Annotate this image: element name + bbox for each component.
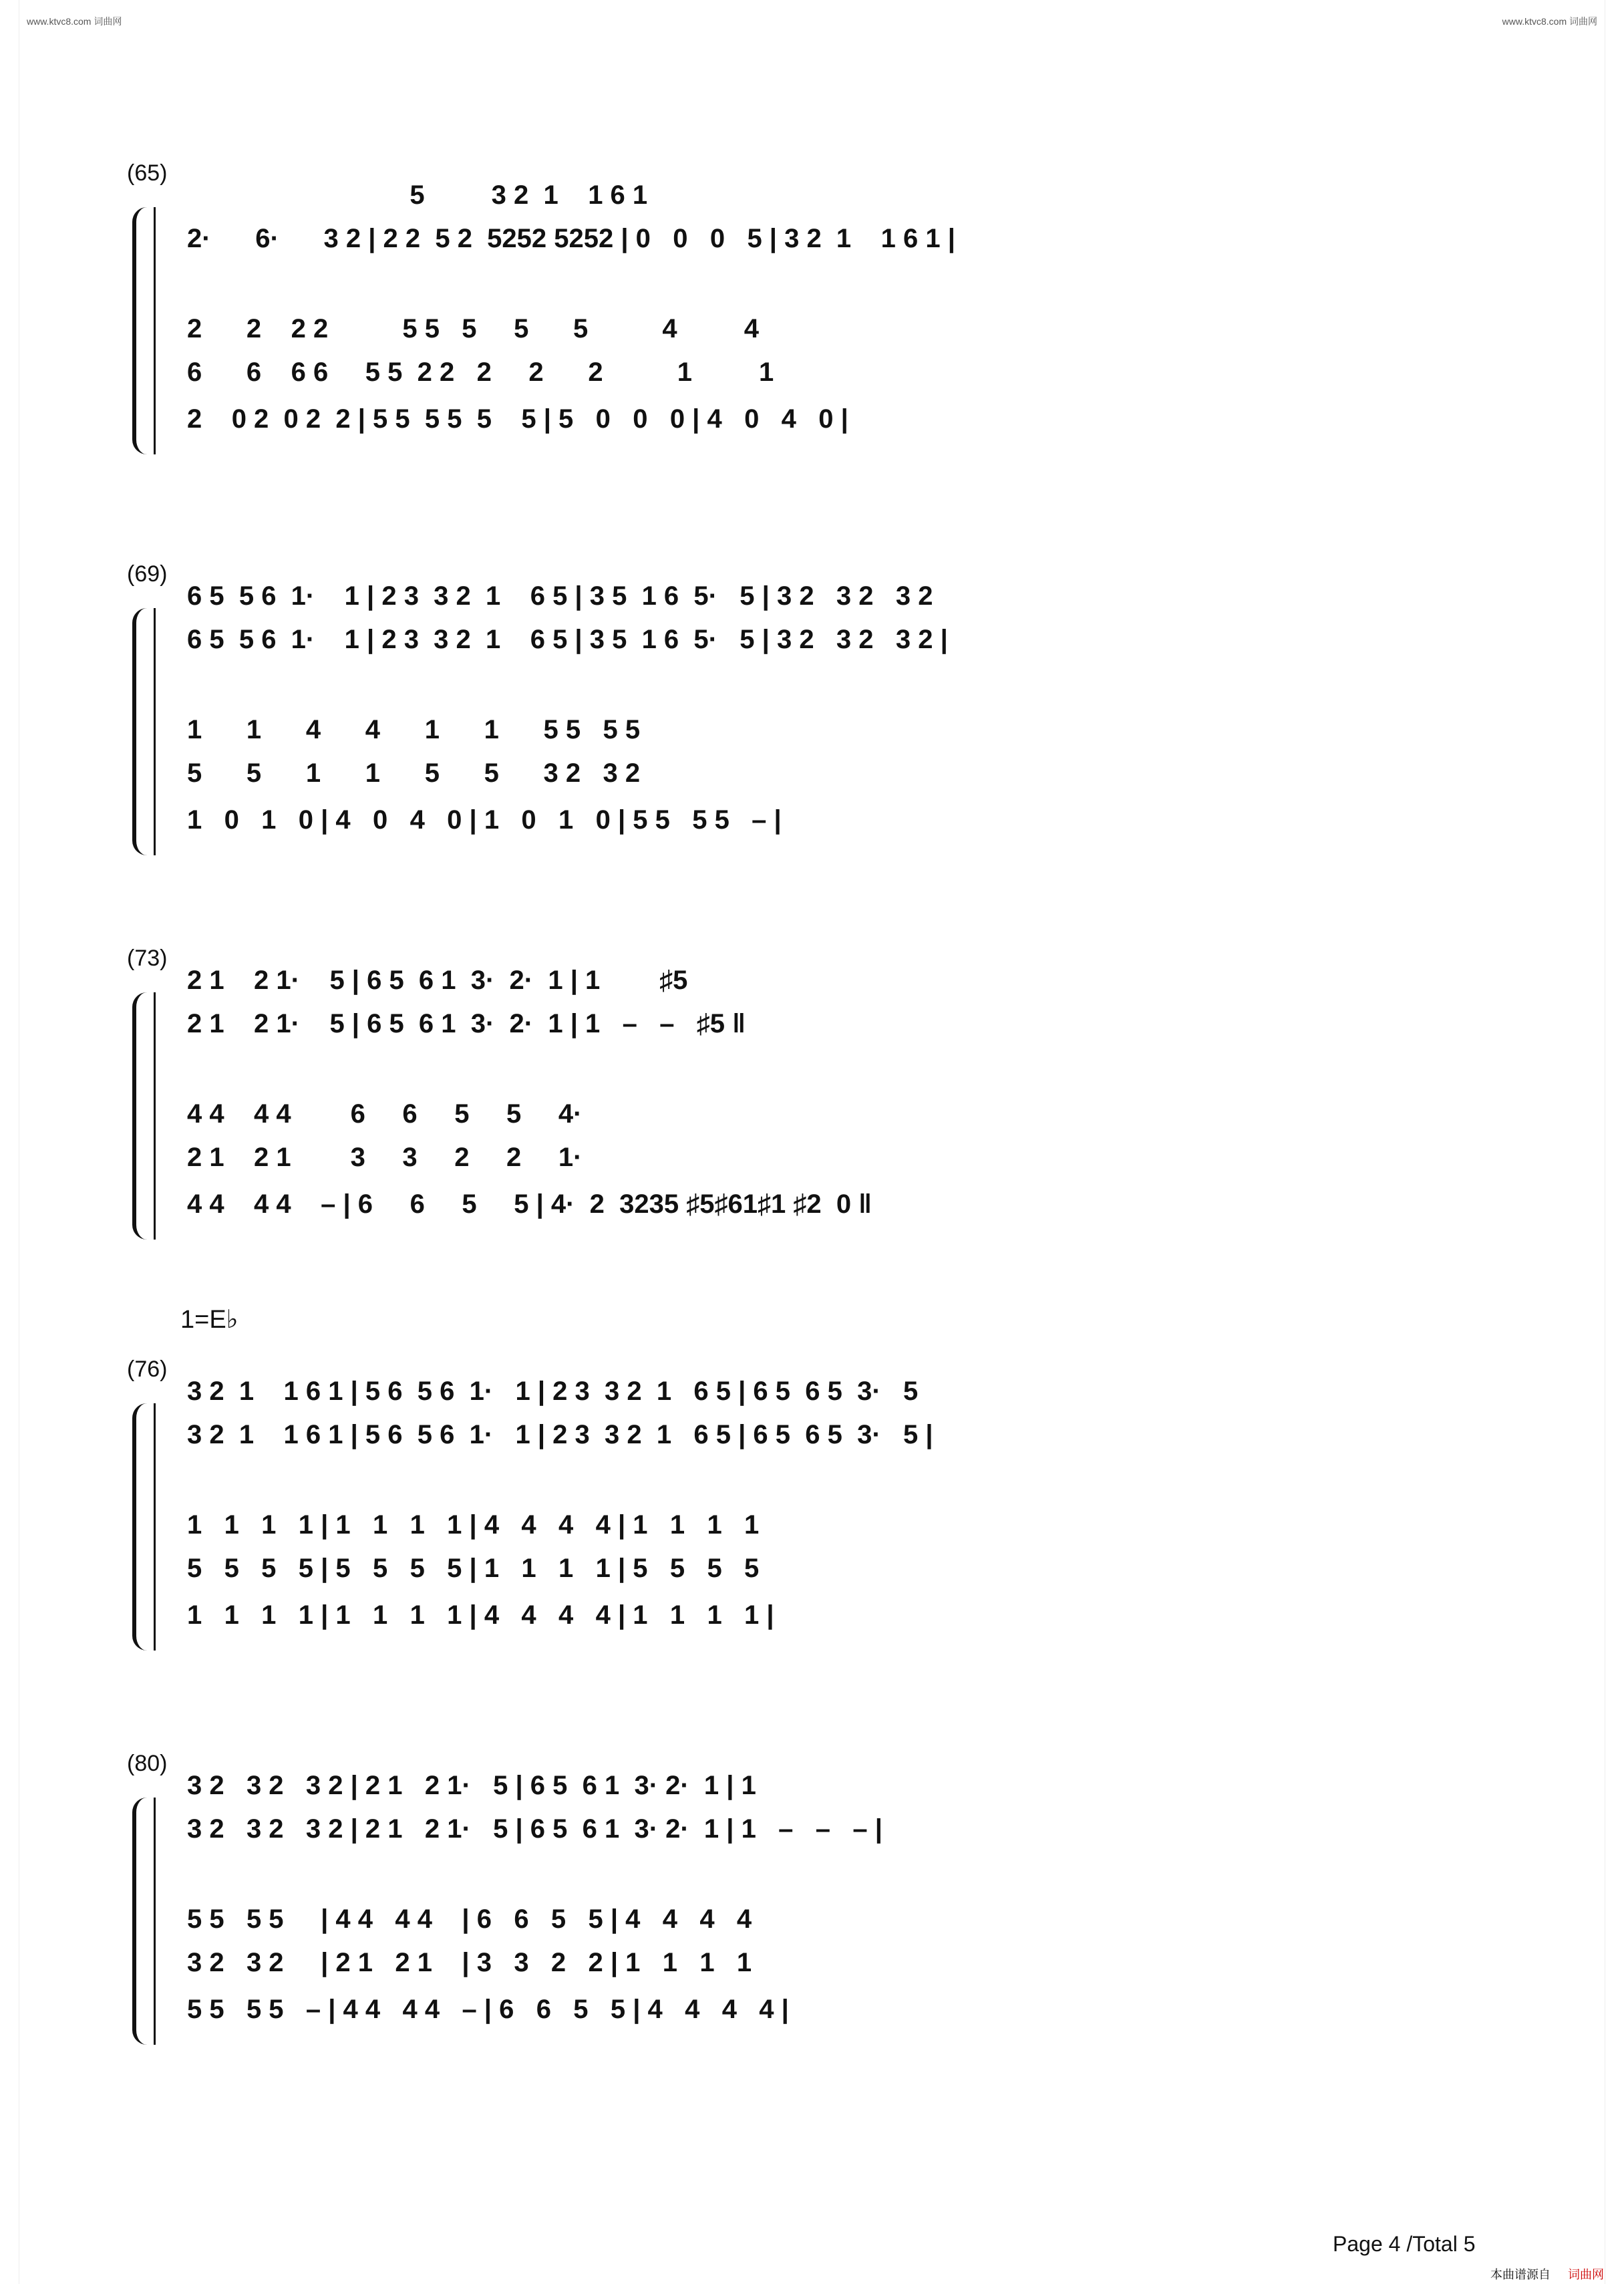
lower-voice-mid: 3 2 3 2 | 2 1 2 1 | 3 3 2 2 | 1 1 1 1 [187,1948,752,1977]
grand-staff-brace [132,1798,155,2045]
grand-staff-brace [132,608,155,855]
score-system-73 [127,946,1503,1253]
grand-staff-bar [154,1798,156,2045]
lower-voice-top: 1 1 4 4 1 1 5 5 5 5 [187,715,641,744]
score-system-76 [127,1357,1503,1664]
lower-voice: 1 0 1 0 | 4 0 4 0 | 1 0 1 0 | 5 5 5 5 – | [187,805,782,835]
lower-voice: 2 0 2 0 2 2 | 5 5 5 5 5 5 | 5 0 0 0 | 4 0 4 0 | [187,404,848,434]
right-margin-strip [1605,0,1624,2284]
site-watermark-right: www.ktvc8.com 词曲网 [1502,16,1597,27]
lower-voice-mid: 6 6 6 6 5 5 2 2 2 2 2 1 1 [187,358,774,387]
upper-voice: 3 2 3 2 3 2 | 2 1 2 1· 5 | 6 5 6 1 3· 2· 1 | 1 – – – | [187,1814,882,1844]
lower-voice-top: 5 5 5 5 | 4 4 4 4 | 6 6 5 5 | 4 4 4 4 [187,1904,752,1934]
lower-voice-top: 4 4 4 4 6 6 5 5 4· [187,1099,583,1129]
lower-voice-top: 2 2 2 2 5 5 5 5 5 4 4 [187,314,759,343]
grand-staff-bar [154,608,156,855]
lower-voice: 5 5 5 5 – | 4 4 4 4 – | 6 6 5 5 | 4 4 4 4 | [187,1995,789,2024]
measure-number: (76) [127,1357,168,1382]
grand-staff-brace [132,207,155,454]
footer-site-tag: 词曲网 [1568,2268,1604,2281]
footer-source-text: 本曲谱源自 [1490,2268,1551,2281]
grand-staff-bar [154,992,156,1240]
upper-voice: 6 5 5 6 1· 1 | 2 3 3 2 1 6 5 | 3 5 1 6 5· 5 | 3 2 3 2 3 2 | [187,625,948,654]
measure-number: (65) [127,160,168,186]
lower-voice: 4 4 4 4 – | 6 6 5 5 | 4· 2 3235 ♯5♯61♯1 ♯2 0 ‖ [187,1189,872,1219]
upper-voice-top: 2 1 2 1· 5 | 6 5 6 1 3· 2· 1 | 1 ♯5 [187,966,688,995]
grand-staff-bar [154,1403,156,1651]
lower-voice-mid: 2 1 2 1 3 3 2 2 1· [187,1143,583,1172]
grand-staff-bar [154,207,156,454]
upper-voice: 3 2 1 1 6 1 | 5 6 5 6 1· 1 | 2 3 3 2 1 6 5 | 6 5 6 5 3· 5 | [187,1420,933,1449]
score-system-65 [127,160,1503,468]
grand-staff-brace [132,1403,155,1651]
lower-voice-mid: 5 5 5 5 | 5 5 5 5 | 1 1 1 1 | 5 5 5 5 [187,1554,760,1583]
lower-voice-mid: 5 5 1 1 5 5 3 2 3 2 [187,758,641,788]
upper-voice-top: 3 2 3 2 3 2 | 2 1 2 1· 5 | 6 5 6 1 3· 2· 1 | 1 [187,1771,756,1800]
upper-voice-top: 3 2 1 1 6 1 | 5 6 5 6 1· 1 | 2 3 3 2 1 6 5 | 6 5 6 5 3· 5 [187,1377,919,1406]
measure-number: (73) [127,946,168,971]
page-indicator: Page 4 /Total 5 [1333,2232,1476,2256]
measure-number: (80) [127,1751,168,1776]
measure-number: (69) [127,561,168,587]
grand-staff-brace [132,992,155,1240]
upper-voice: 2 1 2 1· 5 | 6 5 6 1 3· 2· 1 | 1 – – ♯5 ‖ [187,1009,746,1038]
site-watermark-left: www.ktvc8.com 词曲网 [27,16,122,27]
upper-voice-top: 5 3 2 1 1 6 1 [187,180,648,210]
lower-voice-top: 1 1 1 1 | 1 1 1 1 | 4 4 4 4 | 1 1 1 1 [187,1510,760,1540]
left-margin-strip [0,0,19,2284]
score-system-80 [127,1751,1503,2058]
upper-voice: 2· 6· 3 2 | 2 2 5 2 5252 5252 | 0 0 0 5 | 3 2 1 1 6 1 | [187,224,955,253]
score-system-69 [127,561,1503,869]
key-signature: 1=E♭ [180,1306,238,1334]
lower-voice: 1 1 1 1 | 1 1 1 1 | 4 4 4 4 | 1 1 1 1 | [187,1600,774,1630]
upper-voice-top: 6 5 5 6 1· 1 | 2 3 3 2 1 6 5 | 3 5 1 6 5· 5 | 3 2 3 2 3 2 [187,581,933,611]
